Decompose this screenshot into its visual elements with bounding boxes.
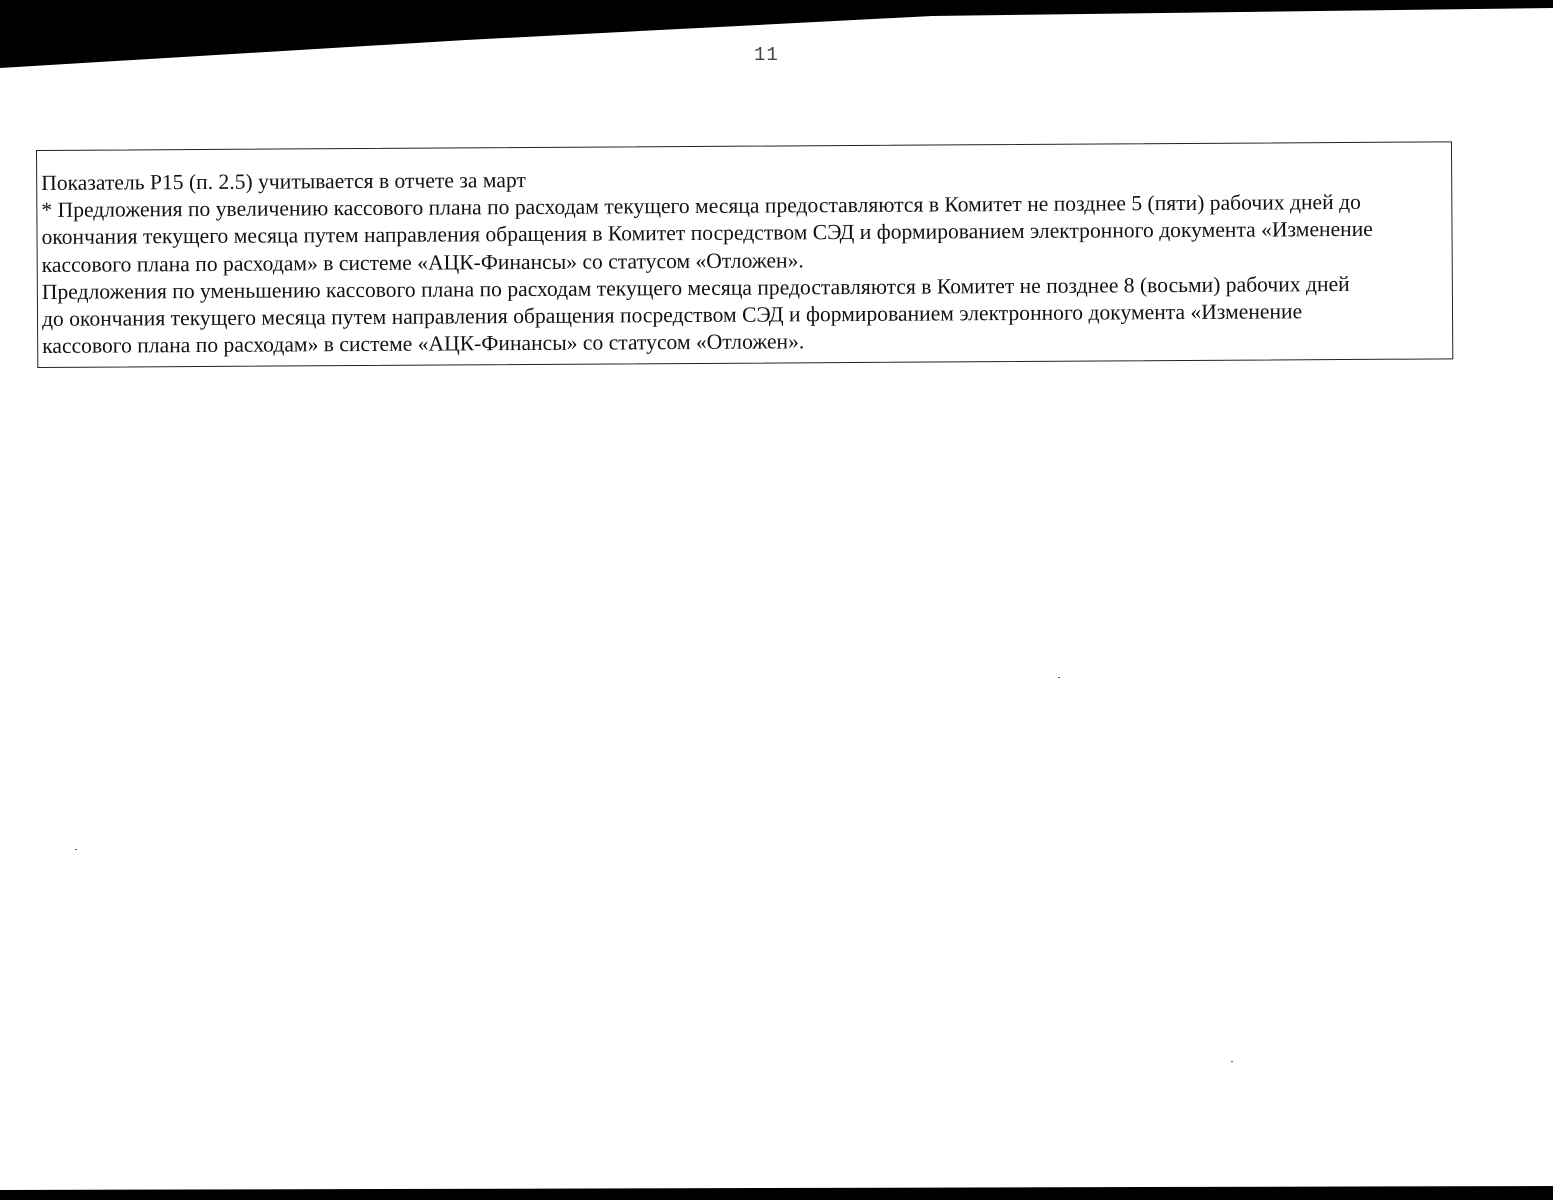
scan-speck (1058, 677, 1060, 678)
scan-speck (1231, 1061, 1233, 1062)
note-line-7: кассового плана по расходам» в системе «АЦК-Финансы» со статусом «Отложен». (42, 329, 805, 359)
note-line-2: * Предложения по увеличению кассового плана по расходам текущего месяца предоставляются в Комитет не позднее 5 (пяти) рабочих дней до (41, 190, 1361, 223)
note-line-5: Предложения по уменьшению кассового плана по расходам текущего месяца предоставляются в Комитет не позднее 8 (восьми) рабочих дней (41, 271, 1350, 304)
scan-bottom-edge (0, 1186, 1553, 1200)
note-line-1: Показатель Р15 (п. 2.5) учитывается в отчете за март (41, 168, 526, 195)
note-line-6: до окончания текущего месяца путем направления обращения посредством СЭД и формированием электронного документа «Изменение (41, 299, 1303, 331)
scan-speck (75, 849, 77, 850)
note-box (36, 141, 1453, 368)
note-line-3: окончания текущего месяца путем направления обращения в Комитет посредством СЭД и формированием электронного документа «Изменение (41, 217, 1373, 250)
page-number: 11 (754, 44, 779, 66)
note-line-4: кассового плана по расходам» в системе «АЦК-Финансы» со статусом «Отложен». (41, 247, 804, 277)
